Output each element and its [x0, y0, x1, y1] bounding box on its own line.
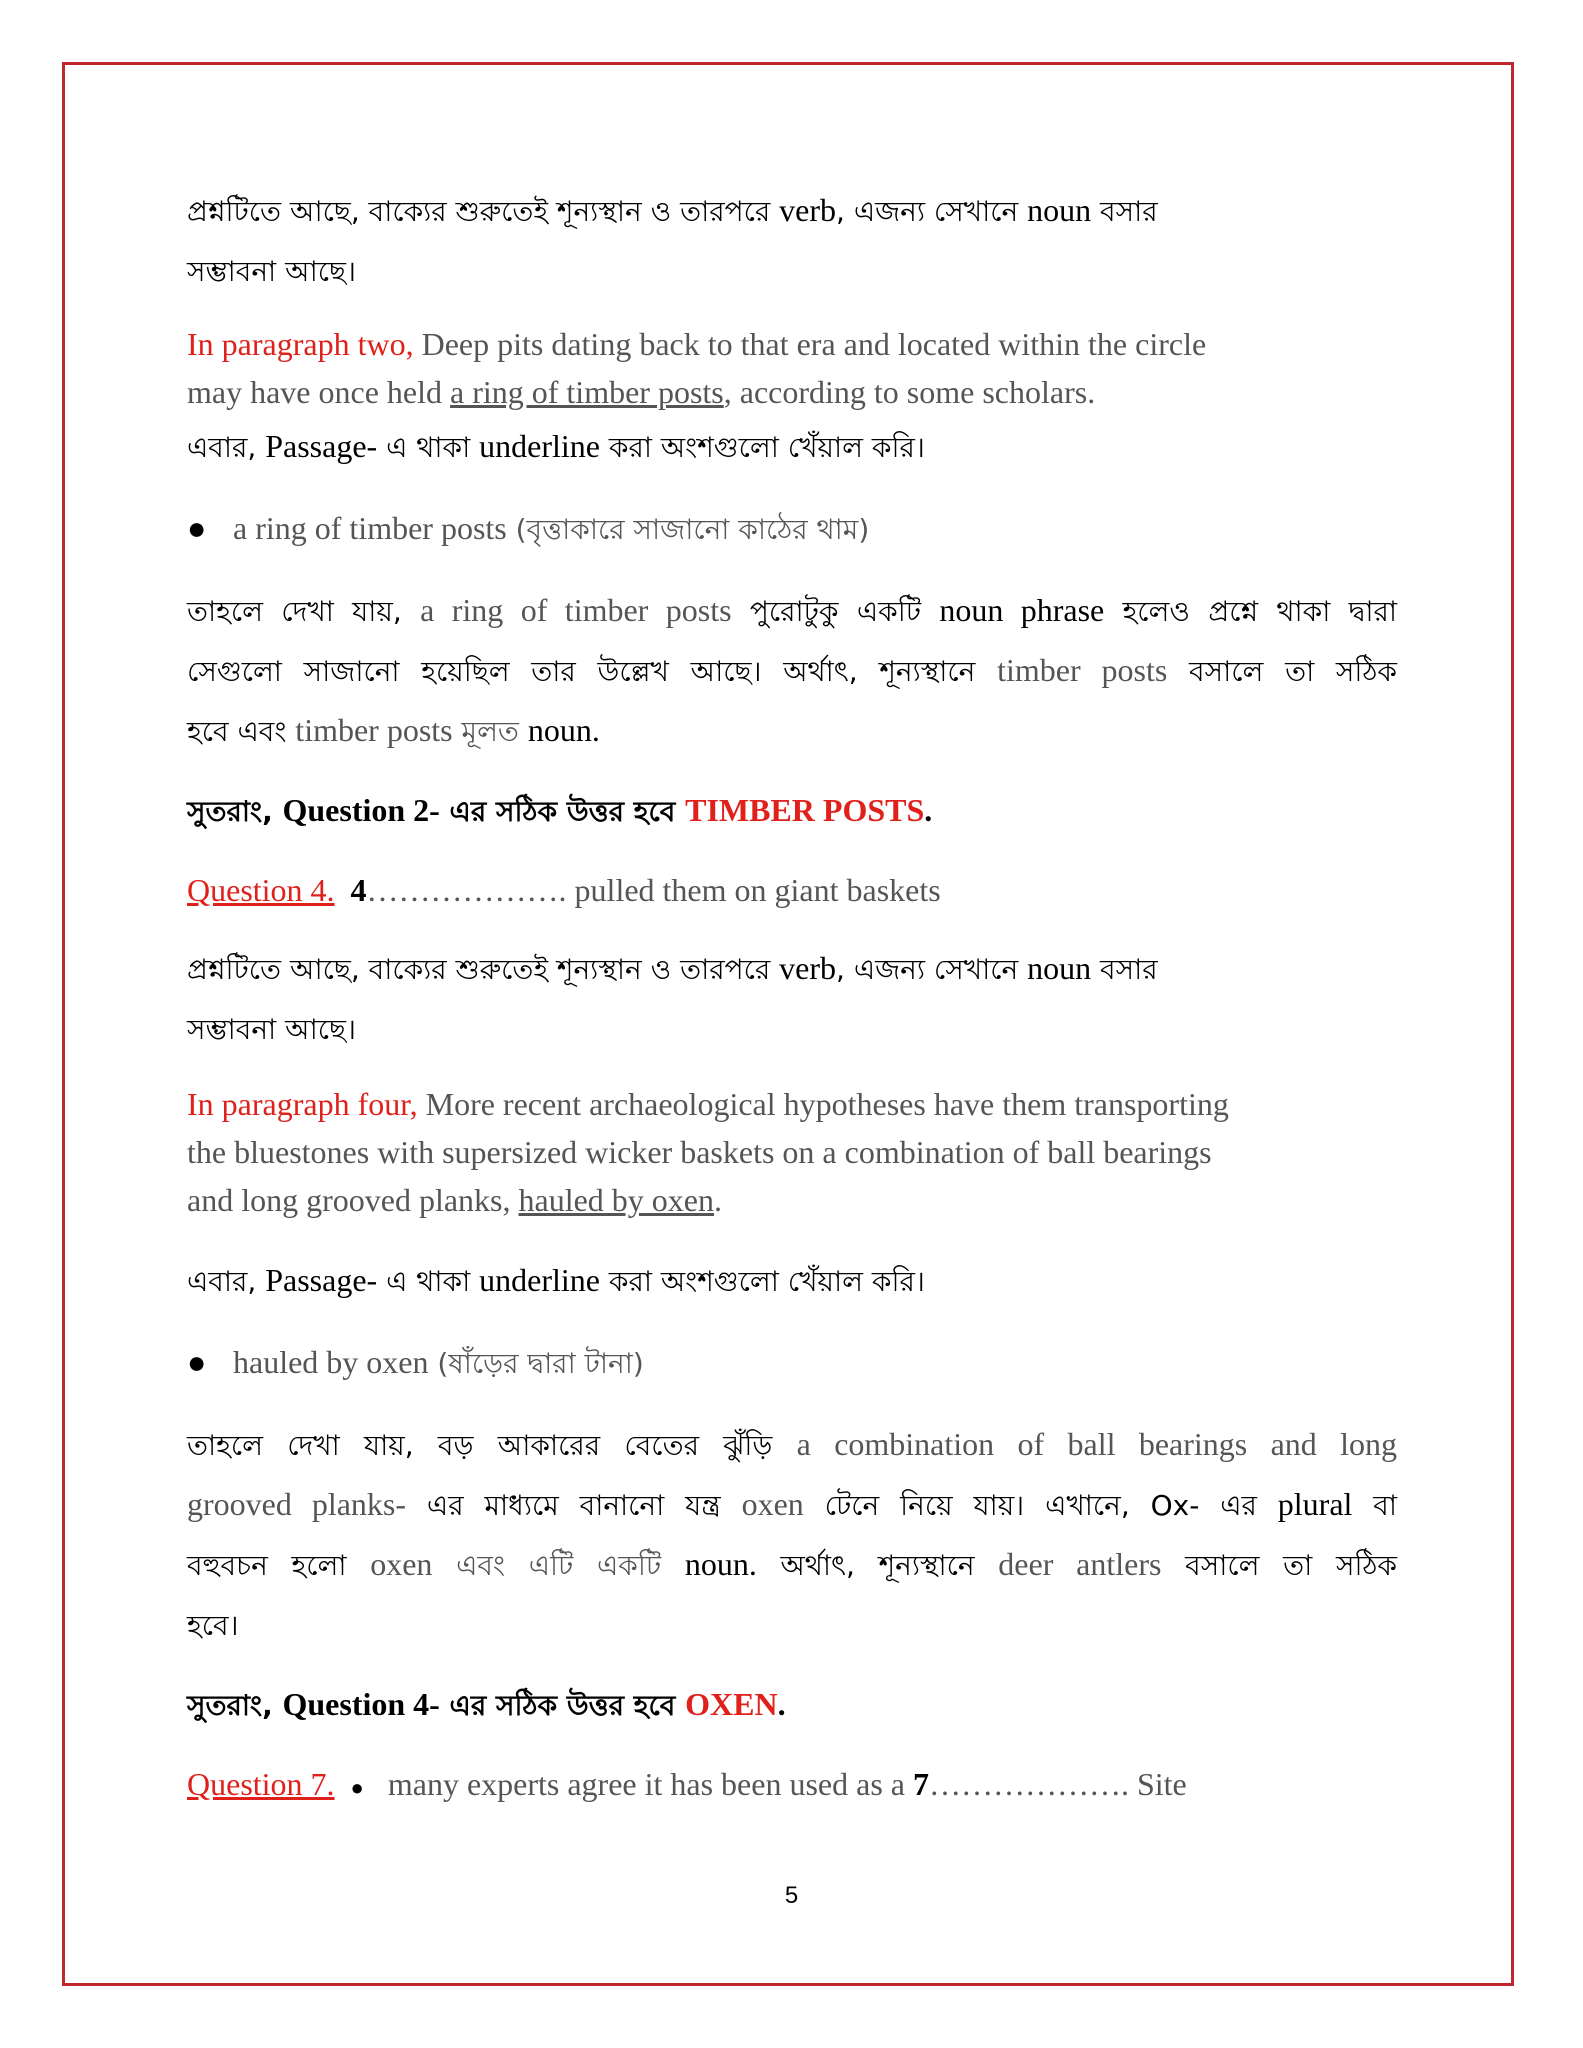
- bullet-item: ● hauled by oxen (ষাঁড়ের দ্বারা টানা): [187, 1344, 644, 1380]
- bullet-dot-icon: ●: [187, 1344, 207, 1380]
- explanation-line-2: সেগুলো সাজানো হয়েছিল তার উল্লেখ আছে। অর্থাৎ, শূন্যস্থানে timber posts বসালে তা সঠিক: [187, 652, 1397, 688]
- explanation-line-1: তাহলে দেখা যায়, বড় আকারের বেতের ঝুঁড়ি a combination of ball bearings and long: [187, 1426, 1398, 1462]
- paragraph-label: In paragraph four,: [187, 1086, 418, 1122]
- question-label: Question 4.: [187, 872, 335, 908]
- underlined-phrase: a ring of timber posts: [450, 374, 724, 410]
- answer-value: TIMBER POSTS: [685, 792, 925, 828]
- question-intro-line-1: প্রশ্নটিতে আছে, বাক্যের শুরুতেই শূন্যস্থান ও তারপরে verb, এজন্য সেখানে noun বসার: [187, 950, 1158, 986]
- explanation-line-2: grooved planks- এর মাধ্যমে বানানো যন্ত্র oxen টেনে নিয়ে যায়। এখানে, Ox- এর plural বা: [187, 1486, 1397, 1522]
- question-prompt: Question 4. 4………………. pulled them on giant baskets: [187, 872, 941, 908]
- bullet-item: ● a ring of timber posts (বৃত্তাকারে সাজানো কাঠের থাম): [187, 510, 870, 546]
- explanation-line-3: বহুবচন হলো oxen এবং এটি একটি noun. অর্থাৎ, শূন্যস্থানে deer antlers বসালে তা সঠিক: [187, 1546, 1398, 1582]
- passage-excerpt-paragraph-four: In paragraph four, More recent archaeological hypotheses have them transporting: [187, 1086, 1229, 1122]
- page-number: 5: [784, 1882, 799, 1909]
- bullet-dot-icon: ●: [187, 510, 207, 546]
- explanation-line-3: হবে এবং timber posts মূলত noun.: [187, 712, 600, 748]
- passage-excerpt-line-2: the bluestones with supersized wicker baskets on a combination of ball bearings: [187, 1134, 1212, 1170]
- question-intro-line-2: সম্ভাবনা আছে।: [187, 1013, 356, 1046]
- question-intro-line-1: প্রশ্নটিতে আছে, বাক্যের শুরুতেই শূন্যস্থান ও তারপরে verb, এজন্য সেখানে noun বসার: [187, 192, 1158, 228]
- underlined-phrase: hauled by oxen: [518, 1182, 714, 1218]
- answer-line: সুতরাং, Question 2- এর সঠিক উত্তর হবে TIMBER POSTS.: [187, 792, 933, 828]
- explanation-line-1: তাহলে দেখা যায়, a ring of timber posts পুরোটুকু একটি noun phrase হলেও প্রশ্নে থাকা দ্বারা: [187, 592, 1397, 628]
- bullet-dot-icon: ●: [350, 1775, 364, 1800]
- passage-excerpt-paragraph-two: In paragraph two, Deep pits dating back to that era and located within the circle: [187, 326, 1207, 362]
- underline-note: এবার, Passage- এ থাকা underline করা অংশগুলো খেঁয়াল করি।: [187, 1262, 925, 1298]
- answer-line: সুতরাং, Question 4- এর সঠিক উত্তর হবে OXEN.: [187, 1686, 786, 1722]
- explanation-line-4: হবে।: [187, 1609, 239, 1642]
- question-label: Question 7.: [187, 1766, 335, 1802]
- question-intro-line-2: সম্ভাবনা আছে।: [187, 255, 356, 288]
- underline-note: এবার, Passage- এ থাকা underline করা অংশগুলো খেঁয়াল করি।: [187, 428, 925, 464]
- passage-excerpt-line-2: may have once held a ring of timber posts, according to some scholars.: [187, 374, 1096, 410]
- answer-value: OXEN: [685, 1686, 778, 1722]
- question-prompt: Question 7. ● many experts agree it has been used as a 7………………. Site: [187, 1766, 1187, 1802]
- paragraph-label: In paragraph two,: [187, 326, 414, 362]
- passage-excerpt-line-3: and long grooved planks, hauled by oxen.: [187, 1182, 722, 1218]
